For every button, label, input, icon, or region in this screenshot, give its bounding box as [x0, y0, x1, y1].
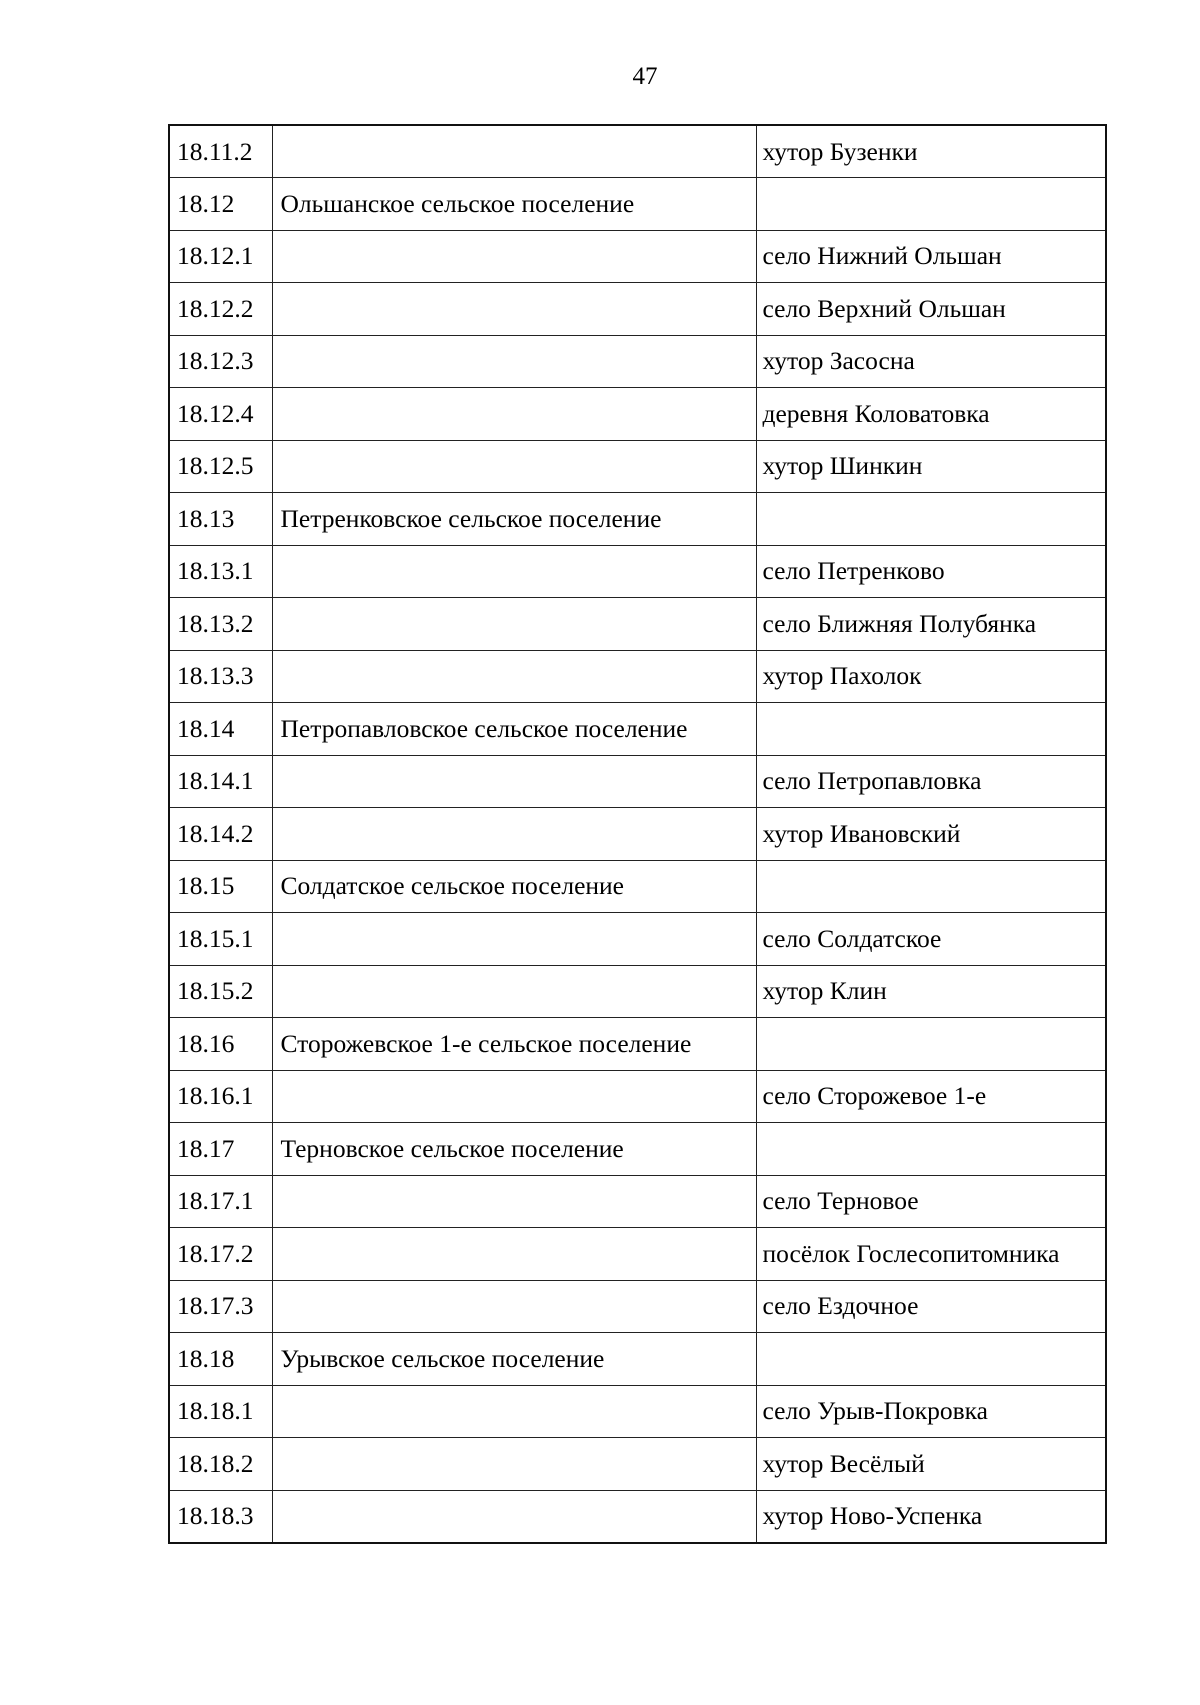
table-row [169, 440, 1106, 493]
row-number-cell: 18.14.1 [169, 755, 272, 808]
locality-cell: село Урыв-Покровка [756, 1385, 1106, 1438]
locality-cell: хутор Засосна [756, 335, 1106, 388]
row-number-cell: 18.14 [169, 703, 272, 756]
settlement-name-cell: Урывское сельское поселение [272, 1333, 756, 1386]
table-row [169, 1228, 1106, 1281]
locality-cell: хутор Клин [756, 965, 1106, 1018]
locality-cell: деревня Коловатовка [756, 388, 1106, 441]
page-number: 47 [632, 63, 658, 90]
settlement-name-cell [272, 1175, 756, 1228]
table-row [169, 913, 1106, 966]
row-number-cell: 18.13 [169, 493, 272, 546]
locality-cell: село Нижний Ольшан [756, 230, 1106, 283]
locality-cell: хутор Пахолок [756, 650, 1106, 703]
settlement-name-cell [272, 125, 756, 178]
table-row [169, 1438, 1106, 1491]
locality-cell [756, 178, 1106, 231]
locality-cell: хутор Бузенки [756, 125, 1106, 178]
locality-cell: село Ездочное [756, 1280, 1106, 1333]
table-row [169, 1018, 1106, 1071]
row-number-cell: 18.18.2 [169, 1438, 272, 1491]
table-row [169, 335, 1106, 388]
settlement-name-cell [272, 388, 756, 441]
locality-cell [756, 703, 1106, 756]
settlement-name-cell: Петренковское сельское поселение [272, 493, 756, 546]
locality-cell: село Ближняя Полубянка [756, 598, 1106, 651]
row-number-cell: 18.14.2 [169, 808, 272, 861]
locality-cell [756, 493, 1106, 546]
row-number-cell: 18.18 [169, 1333, 272, 1386]
settlement-name-cell [272, 1228, 756, 1281]
settlement-name-cell [272, 230, 756, 283]
locality-cell [756, 1123, 1106, 1176]
settlement-name-cell [272, 440, 756, 493]
locality-cell: хутор Весёлый [756, 1438, 1106, 1491]
row-number-cell: 18.15.2 [169, 965, 272, 1018]
settlement-name-cell [272, 965, 756, 1018]
row-number-cell: 18.17.1 [169, 1175, 272, 1228]
table-row [169, 493, 1106, 546]
row-number-cell: 18.13.2 [169, 598, 272, 651]
settlement-name-cell: Петропавловское сельское поселение [272, 703, 756, 756]
locality-cell [756, 860, 1106, 913]
settlement-name-cell [272, 335, 756, 388]
settlement-name-cell [272, 1438, 756, 1491]
table-row [169, 545, 1106, 598]
locality-cell: посёлок Гослесопитомника [756, 1228, 1106, 1281]
table-row [169, 650, 1106, 703]
row-number-cell: 18.18.3 [169, 1490, 272, 1543]
table-row [169, 598, 1106, 651]
row-number-cell: 18.18.1 [169, 1385, 272, 1438]
settlements-table [168, 124, 1107, 1544]
row-number-cell: 18.17 [169, 1123, 272, 1176]
settlement-name-cell [272, 598, 756, 651]
row-number-cell: 18.15 [169, 860, 272, 913]
table-row [169, 178, 1106, 231]
table-row [169, 703, 1106, 756]
settlement-name-cell [272, 1490, 756, 1543]
settlement-name-cell [272, 650, 756, 703]
table-row [169, 808, 1106, 861]
table-row [169, 283, 1106, 336]
locality-cell: хутор Ивановский [756, 808, 1106, 861]
row-number-cell: 18.12.2 [169, 283, 272, 336]
settlement-name-cell [272, 283, 756, 336]
table-row [169, 965, 1106, 1018]
locality-cell: хутор Шинкин [756, 440, 1106, 493]
locality-cell: село Петренково [756, 545, 1106, 598]
locality-cell: село Петропавловка [756, 755, 1106, 808]
row-number-cell: 18.17.2 [169, 1228, 272, 1281]
locality-cell [756, 1333, 1106, 1386]
settlement-name-cell: Ольшанское сельское поселение [272, 178, 756, 231]
locality-cell [756, 1018, 1106, 1071]
row-number-cell: 18.13.1 [169, 545, 272, 598]
row-number-cell: 18.17.3 [169, 1280, 272, 1333]
settlement-name-cell [272, 1280, 756, 1333]
settlement-name-cell [272, 1385, 756, 1438]
settlement-name-cell: Терновское сельское поселение [272, 1123, 756, 1176]
table-row [169, 1123, 1106, 1176]
locality-cell: село Сторожевое 1-е [756, 1070, 1106, 1123]
row-number-cell: 18.12.1 [169, 230, 272, 283]
settlements-table-body [169, 125, 1106, 1543]
row-number-cell: 18.12 [169, 178, 272, 231]
row-number-cell: 18.12.3 [169, 335, 272, 388]
settlement-name-cell: Солдатское сельское поселение [272, 860, 756, 913]
row-number-cell: 18.12.4 [169, 388, 272, 441]
table-row [169, 388, 1106, 441]
table-row [169, 1070, 1106, 1123]
table-row [169, 1175, 1106, 1228]
table-row [169, 1385, 1106, 1438]
row-number-cell: 18.16.1 [169, 1070, 272, 1123]
table-row [169, 1333, 1106, 1386]
settlement-name-cell [272, 913, 756, 966]
table-row [169, 1490, 1106, 1543]
locality-cell: село Солдатское [756, 913, 1106, 966]
locality-cell: село Терновое [756, 1175, 1106, 1228]
settlement-name-cell [272, 1070, 756, 1123]
row-number-cell: 18.12.5 [169, 440, 272, 493]
settlement-name-cell [272, 545, 756, 598]
locality-cell: село Верхний Ольшан [756, 283, 1106, 336]
table-row [169, 1280, 1106, 1333]
row-number-cell: 18.16 [169, 1018, 272, 1071]
settlement-name-cell [272, 808, 756, 861]
locality-cell: хутор Ново-Успенка [756, 1490, 1106, 1543]
table-row [169, 125, 1106, 178]
table-row [169, 230, 1106, 283]
row-number-cell: 18.11.2 [169, 125, 272, 178]
row-number-cell: 18.13.3 [169, 650, 272, 703]
table-row [169, 860, 1106, 913]
row-number-cell: 18.15.1 [169, 913, 272, 966]
settlement-name-cell [272, 755, 756, 808]
settlement-name-cell: Сторожевское 1-е сельское поселение [272, 1018, 756, 1071]
table-row [169, 755, 1106, 808]
